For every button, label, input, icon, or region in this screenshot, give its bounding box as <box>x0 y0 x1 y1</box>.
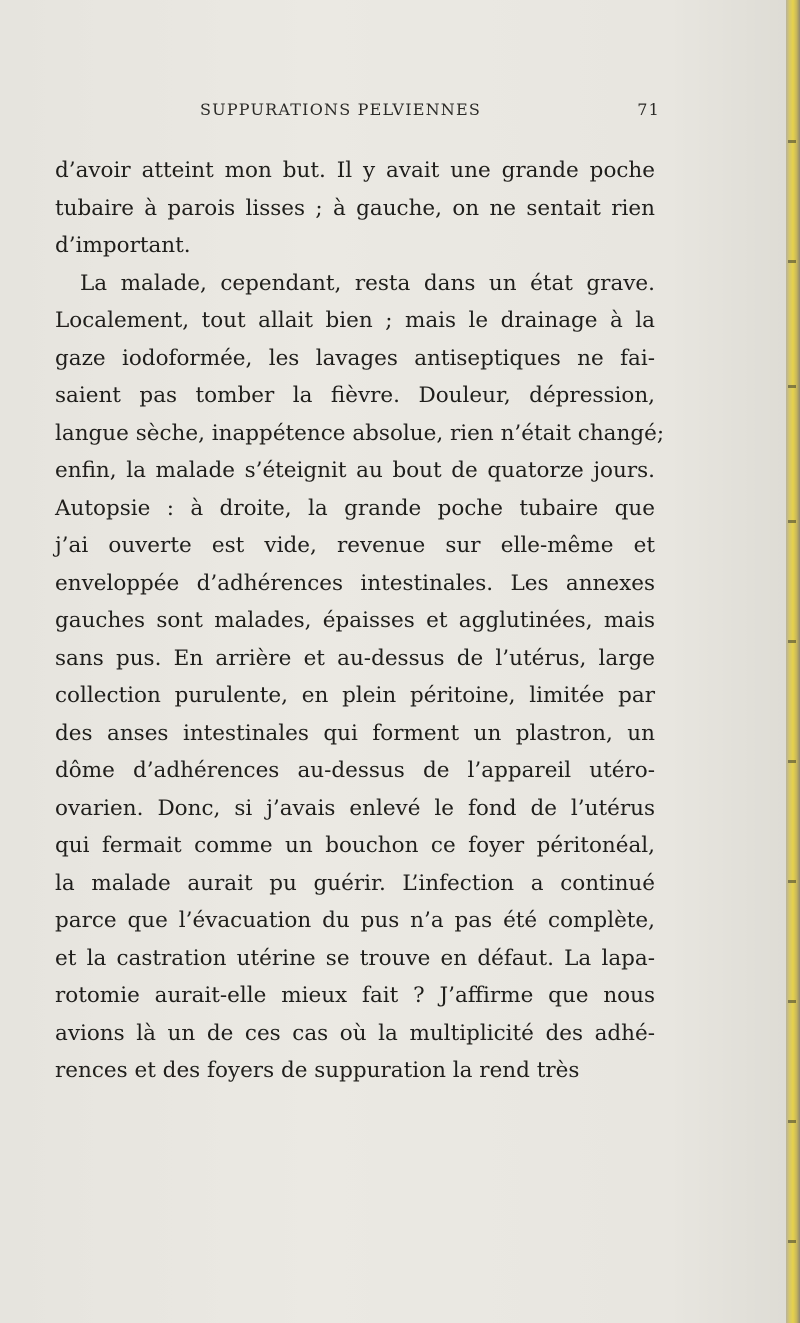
text-line: parce que l’évacuation du pus n’a pas été complète, <box>55 908 655 933</box>
text-line: collection purulente, en plein péritoine, limitée par <box>55 683 655 708</box>
text-line: rotomie aurait-elle mieux fait ? J’affirme que nous <box>55 983 655 1008</box>
text-line: j’ai ouverte est vide, revenue sur elle-même et <box>55 533 655 558</box>
text-line: Autopsie : à droite, la grande poche tubaire que <box>55 495 655 521</box>
text-line: qui fermait comme un bouchon ce foyer péritonéal, <box>55 833 655 858</box>
text-line: des anses intestinales qui forment un plastron, un <box>55 720 655 746</box>
edge-mark <box>788 1240 796 1243</box>
text-line: tubaire à parois lisses ; à gauche, on ne sentait rien <box>55 195 655 221</box>
body-text <box>55 152 665 1090</box>
text-line: gaze iodoformée, les lavages antiseptiques ne fai- <box>55 345 655 371</box>
edge-mark <box>788 140 796 143</box>
text-line: enfin, la malade s’éteignit au bout de quatorze jours. <box>55 458 655 483</box>
text-line: gauches sont malades, épaisses et agglutinées, mais <box>55 608 655 633</box>
text-line: Localement, tout allait bien ; mais le drainage à la <box>55 308 655 333</box>
text-line: dôme d’adhérences au-dessus de l’appareil utéro- <box>55 758 655 783</box>
text-line: avions là un de ces cas où la multiplicité des adhé- <box>55 1020 655 1046</box>
edge-mark <box>788 260 796 263</box>
edge-mark <box>788 520 796 523</box>
edge-mark <box>788 880 796 883</box>
book-edge <box>786 0 800 1323</box>
edge-mark <box>788 760 796 763</box>
text-line: d’important. <box>55 233 191 258</box>
text-line: langue sèche, inappétence absolue, rien n’était changé; <box>55 420 665 446</box>
running-head <box>200 100 660 119</box>
running-title: SUPPURATIONS PELVIENNES <box>200 100 482 119</box>
text-line: ovarien. Donc, si j’avais enlevé le fond de l’utérus <box>55 795 655 821</box>
page-number: 71 <box>637 100 660 119</box>
edge-mark <box>788 640 796 643</box>
text-line: la malade aurait pu guérir. L’infection a continué <box>55 870 655 896</box>
text-line: et la castration utérine se trouve en défaut. La lapa- <box>55 945 655 971</box>
edge-mark <box>788 1000 796 1003</box>
text-line: sans pus. En arrière et au-dessus de l’utérus, large <box>55 645 655 671</box>
edge-mark <box>788 385 796 388</box>
text-line: enveloppée d’adhérences intestinales. Les annexes <box>55 570 655 596</box>
text-line: d’avoir atteint mon but. Il y avait une grande poche <box>55 158 655 183</box>
text-line: saient pas tomber la fièvre. Douleur, dépression, <box>55 383 655 408</box>
edge-mark <box>788 1120 796 1123</box>
text-line: La malade, cependant, resta dans un état grave. <box>80 270 655 296</box>
text-line: rences et des foyers de suppuration la rend très <box>55 1058 580 1083</box>
